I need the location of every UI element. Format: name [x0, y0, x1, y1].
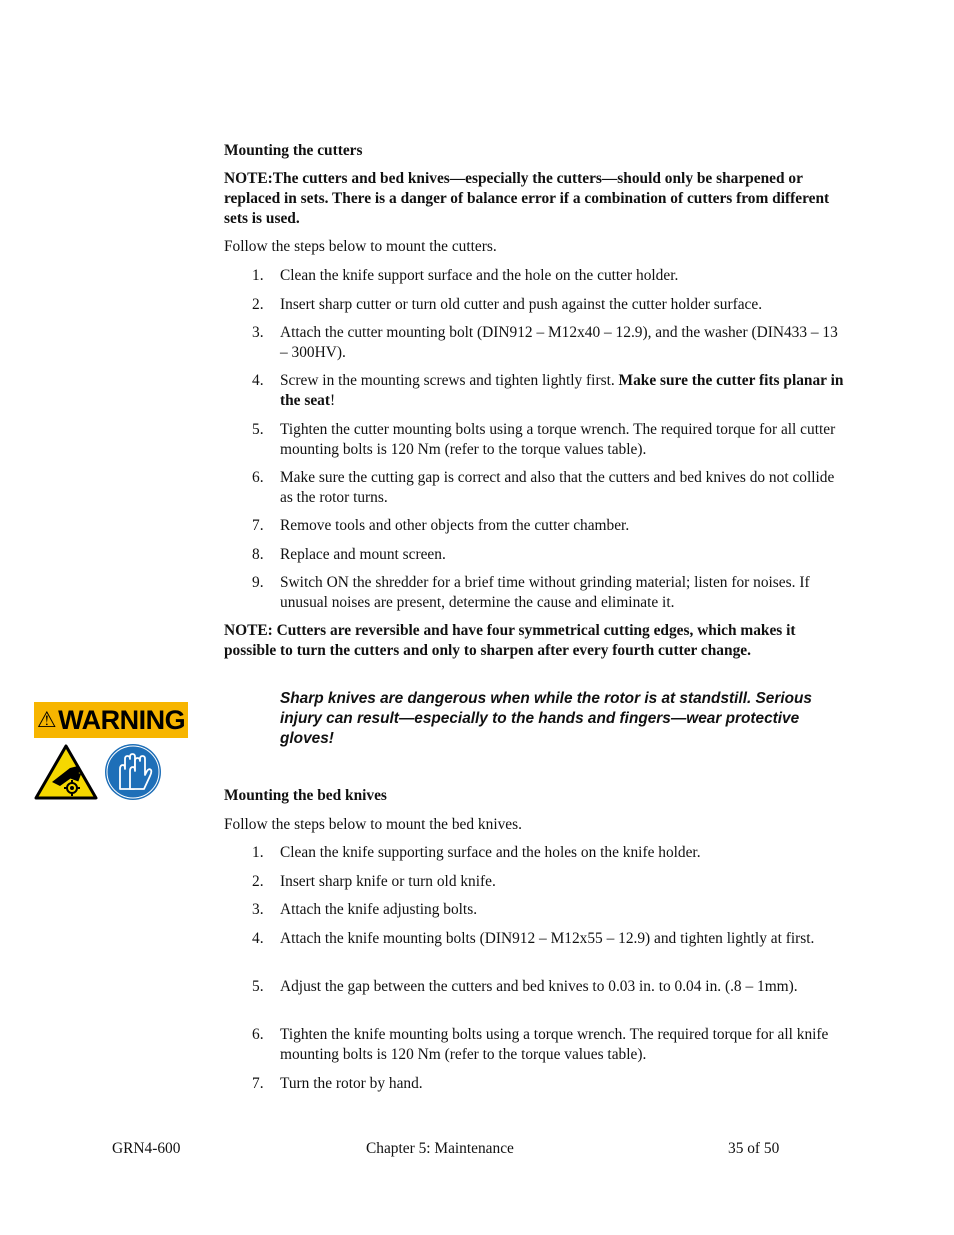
intro-bed-knives: Follow the steps below to mount the bed knives. [224, 816, 522, 833]
note-text: The cutters and bed knives—especially the cutters—should only be sharpened or replaced in sets. There is a danger of balance error if a combination of cutters from different sets is used. [224, 170, 830, 227]
warning-text: Sharp knives are dangerous when while the rotor is at standstill. Serious injury can result—especially to the hands and fingers—wear protective gloves! [280, 690, 812, 747]
warning-label: ⚠ WARNING [34, 702, 188, 738]
section-heading-cutters: Mounting the cutters [224, 142, 363, 159]
footer-model: GRN4-600 [112, 1140, 181, 1157]
footer-chapter: Chapter 5: Maintenance [366, 1140, 514, 1157]
intro-cutters: Follow the steps below to mount the cutters. [224, 238, 497, 255]
section-heading-bed-knives: Mounting the bed knives [224, 787, 387, 804]
emphasis-text: Make sure the cutter fits planar in the seat [280, 372, 844, 409]
note-reversible: NOTE: Cutters are reversible and have four symmetrical cutting edges, which makes it possible to turn the cutters and only to sharpen after every fourth cutter change. [224, 622, 796, 659]
cut-hazard-icon [34, 744, 98, 800]
warning-triangle-icon: ⚠ [36, 707, 57, 732]
gloves-icon [104, 743, 162, 801]
footer-page-number: 35 of 50 [728, 1140, 780, 1157]
note-balance [224, 169, 844, 229]
note-label: NOTE: [224, 170, 273, 187]
